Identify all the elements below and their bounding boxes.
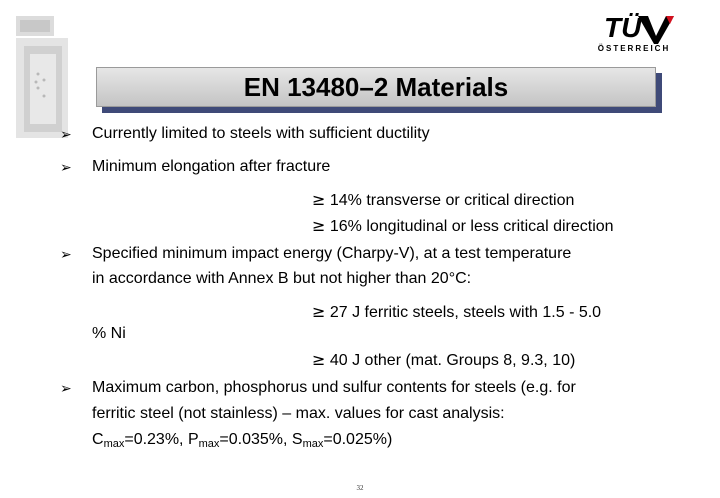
bullet-elongation: Minimum elongation after fracture (92, 158, 331, 175)
carbon-value: =0.23%, (124, 431, 188, 448)
eu-building-emblem (14, 16, 70, 140)
sub-item-longitudinal (312, 215, 614, 238)
bullet-arrow-icon: ➢ (60, 246, 72, 262)
ge-symbol: ≥ (312, 350, 326, 369)
sulfur-symbol: S (291, 431, 303, 448)
sub-item-transverse (312, 189, 574, 212)
sub-item-27j-text: 27 J ferritic steels, steels with 1.5 - 5.0 (329, 304, 602, 321)
ge-symbol: ≥ (312, 190, 326, 209)
sub-item-longitudinal-text: 16% longitudinal or less critical direction (329, 218, 614, 235)
slide-title: EN 13480–2 Materials (96, 67, 656, 107)
ge-symbol: ≥ (312, 216, 326, 235)
page-number: 32 (356, 484, 364, 492)
bullet-ductility: Currently limited to steels with sufficient ductility (92, 125, 430, 142)
sub-item-27j (312, 301, 601, 324)
phosphorus-symbol: P (187, 431, 199, 448)
bullet-carbon-line1: Maximum carbon, phosphorus und sulfur contents for steels (e.g. for (92, 379, 576, 396)
sub-item-27j-continued: % Ni (92, 325, 126, 342)
sulfur-value: =0.025%) (323, 431, 393, 448)
bullet-arrow-icon: ➢ (60, 159, 72, 175)
logo-subtitle: ÖSTERREICH (597, 44, 671, 53)
bullet-arrow-icon: ➢ (60, 126, 72, 142)
phosphorus-subscript: max (198, 438, 220, 450)
tuev-logo (586, 12, 682, 56)
logo-v-check-icon (636, 14, 676, 46)
bullet-impact-line2: in accordance with Annex B but not higher than 20°C: (92, 270, 472, 287)
phosphorus-value: =0.035%, (219, 431, 292, 448)
sub-item-transverse-text: 14% transverse or critical direction (329, 192, 575, 209)
max-content-formula (92, 429, 392, 451)
bullet-impact-line1: Specified minimum impact energy (Charpy-V), at a test temperature (92, 245, 572, 262)
carbon-subscript: max (103, 438, 125, 450)
carbon-symbol: C (92, 431, 104, 448)
sub-item-40j-text: 40 J other (mat. Groups 8, 9.3, 10) (329, 352, 576, 369)
ge-symbol: ≥ (312, 302, 326, 321)
bullet-carbon-line2: ferritic steel (not stainless) – max. values for cast analysis: (92, 405, 505, 422)
sub-item-40j (312, 349, 575, 372)
logo-brand-text: TÜ (604, 12, 642, 43)
sulfur-subscript: max (302, 438, 324, 450)
bullet-arrow-icon: ➢ (60, 380, 72, 396)
